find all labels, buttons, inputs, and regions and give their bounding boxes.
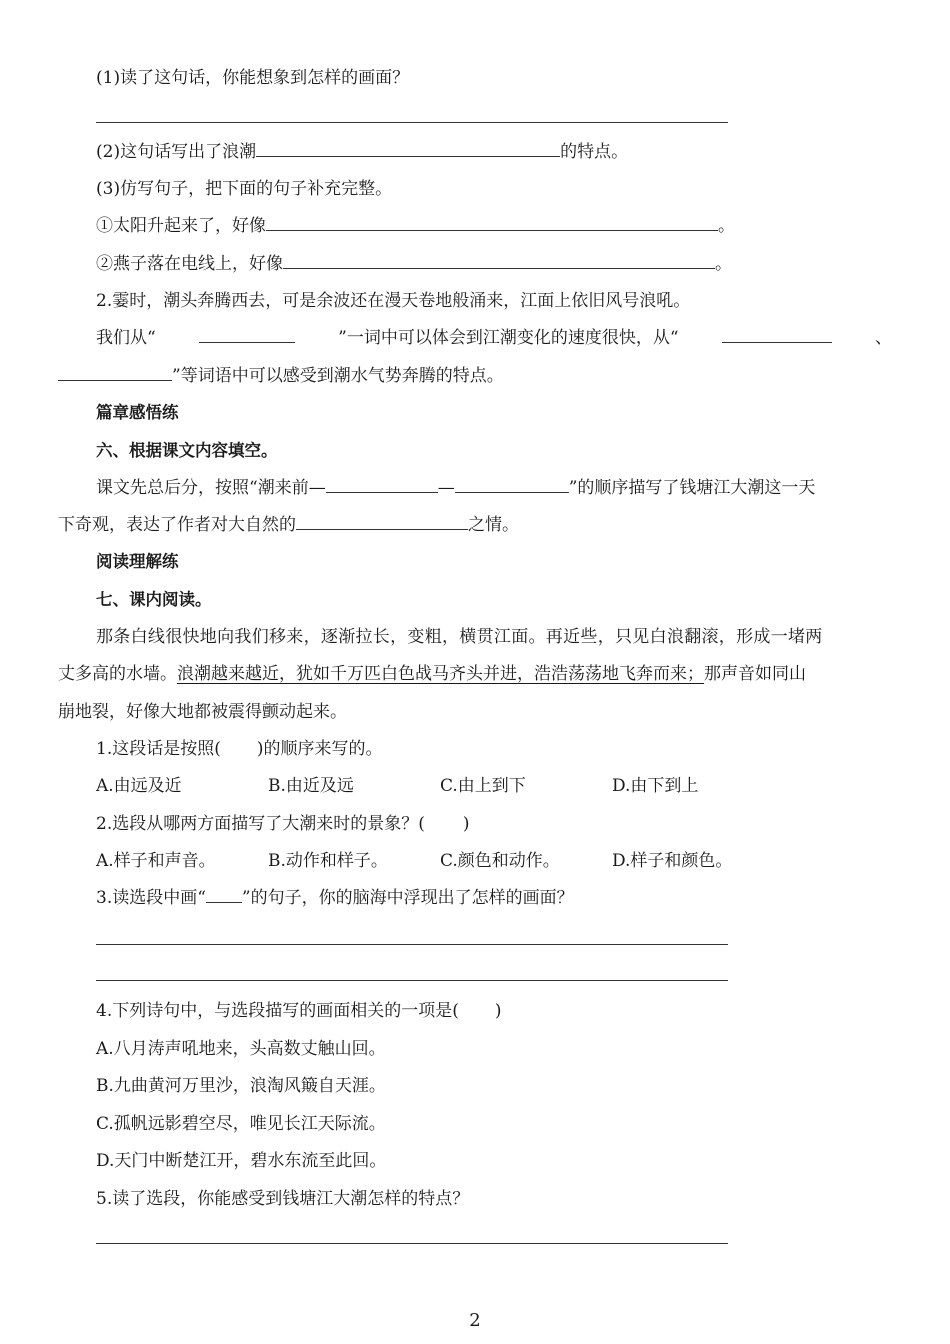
option-d[interactable]: D.由下到上 [612, 776, 699, 796]
option-d[interactable]: D.样子和颜色。 [612, 851, 733, 871]
answer-blank[interactable] [266, 214, 718, 231]
question-1-2 [96, 140, 628, 164]
question-1-3-a [96, 214, 735, 238]
option-a[interactable]: A.样子和声音。 [96, 851, 216, 871]
question-text: ②燕子落在电线上，好像 [96, 254, 283, 274]
answer-blank[interactable] [296, 513, 468, 530]
option-d[interactable]: D.天门中断楚江开，碧水东流至此回。 [96, 1151, 387, 1171]
question-text: ”等词语中可以感受到潮水气势奔腾的特点。 [172, 366, 504, 386]
question-text: ) [462, 814, 470, 834]
reading-question-2 [96, 812, 470, 836]
answer-blank[interactable] [283, 252, 715, 269]
answer-blank[interactable] [199, 326, 295, 343]
question-text: ①太阳升起来了，好像 [96, 216, 266, 236]
underlined-sentence: 浪潮越来越近，犹如千万匹白色战马齐头并进，浩浩荡荡地飞奔而来； [177, 664, 704, 684]
page-number: 2 [469, 1310, 481, 1331]
question-text: 4.下列诗句中，与选段描写的画面相关的一项是( [96, 1001, 459, 1021]
question-1-3-b [96, 252, 732, 276]
reading-question-3 [96, 886, 574, 910]
question-1-1: (1)读了这句话，你能想象到怎样的画面？ [96, 68, 410, 88]
question-1-options [96, 774, 698, 798]
underline-mark [206, 886, 242, 903]
option-c[interactable]: C.孤帆远影碧空尽，唯见长江天际流。 [96, 1114, 386, 1134]
question-text: 、 [874, 328, 892, 348]
question-2-line-1 [96, 326, 892, 350]
question-text: 之情。 [468, 515, 519, 535]
reading-question-1 [96, 737, 383, 761]
passage-line-3: 崩地裂，好像大地都被震得颤动起来。 [58, 702, 347, 722]
answer-blank[interactable] [455, 476, 569, 493]
question-text: ”的顺序描写了钱塘江大潮这一天 [568, 478, 816, 498]
answer-line[interactable] [96, 122, 728, 123]
option-c[interactable]: C.颜色和动作。 [440, 851, 560, 871]
question-text: ”一词中可以体会到江潮变化的速度很快，从“ [338, 328, 679, 348]
question-text: 的特点。 [560, 142, 629, 162]
section-six-line-1 [96, 476, 815, 500]
option-b[interactable]: B.由近及远 [268, 776, 354, 796]
passage-line-2 [58, 662, 806, 686]
question-2-options [96, 849, 732, 873]
period: 。 [715, 254, 732, 274]
passage-text: 那条白线很快地向我们移来，逐渐拉长，变粗，横贯江面。再近些，只见白浪翻滚，形成一堵两 [96, 627, 823, 647]
section-six-title: 六、根据课文内容填空。 [96, 441, 278, 460]
option-b[interactable]: B.动作和样子。 [268, 851, 388, 871]
question-text: )的顺序来写的。 [256, 739, 383, 759]
answer-blank[interactable] [256, 140, 560, 157]
option-a[interactable]: A.八月涛声吼地来，头高数丈触山回。 [96, 1039, 386, 1059]
question-text: — [437, 478, 455, 498]
option-c[interactable]: C.由上到下 [440, 776, 526, 796]
answer-line[interactable] [96, 1243, 728, 1244]
answer-blank[interactable] [722, 326, 832, 343]
question-text: 3.读选段中画“ [96, 888, 206, 908]
question-text: 2.选段从哪两方面描写了大潮来时的景象？( [96, 814, 425, 834]
question-text: 课文先总后分，按照“潮来前— [96, 478, 326, 498]
option-b[interactable]: B.九曲黄河万里沙，浪淘风簸自天涯。 [96, 1076, 386, 1096]
section-heading: 阅读理解练 [96, 552, 179, 571]
question-1-3: (3)仿写句子，把下面的句子补充完整。 [96, 179, 393, 199]
answer-blank[interactable] [58, 364, 172, 381]
section-seven-title: 七、课内阅读。 [96, 590, 212, 609]
section-heading: 篇章感悟练 [96, 403, 179, 422]
passage-text: 丈多高的水墙。 [58, 664, 177, 684]
question-text: 我们从“ [96, 328, 156, 348]
question-2: 2.霎时，潮头奔腾西去，可是余波还在漫天卷地般涌来，江面上依旧风号浪吼。 [96, 291, 691, 311]
passage-line-1 [96, 625, 892, 649]
question-2-line-2 [58, 364, 504, 388]
reading-question-4 [96, 999, 502, 1023]
answer-line[interactable] [96, 980, 728, 981]
answer-line[interactable] [96, 944, 728, 945]
option-a[interactable]: A.由远及近 [96, 776, 182, 796]
section-six-line-2 [58, 513, 519, 537]
reading-question-5: 5.读了选段，你能感受到钱塘江大潮怎样的特点？ [96, 1189, 470, 1209]
question-text: (2)这句话写出了浪潮 [96, 142, 257, 162]
passage-text: 那声音如同山 [704, 664, 806, 684]
question-text: 下奇观，表达了作者对大自然的 [58, 515, 296, 535]
question-text: ) [494, 1001, 502, 1021]
question-text: ”的句子，你的脑海中浮现出了怎样的画面？ [241, 888, 574, 908]
period: 。 [718, 216, 735, 236]
question-text: 1.这段话是按照( [96, 739, 221, 759]
answer-blank[interactable] [326, 476, 438, 493]
